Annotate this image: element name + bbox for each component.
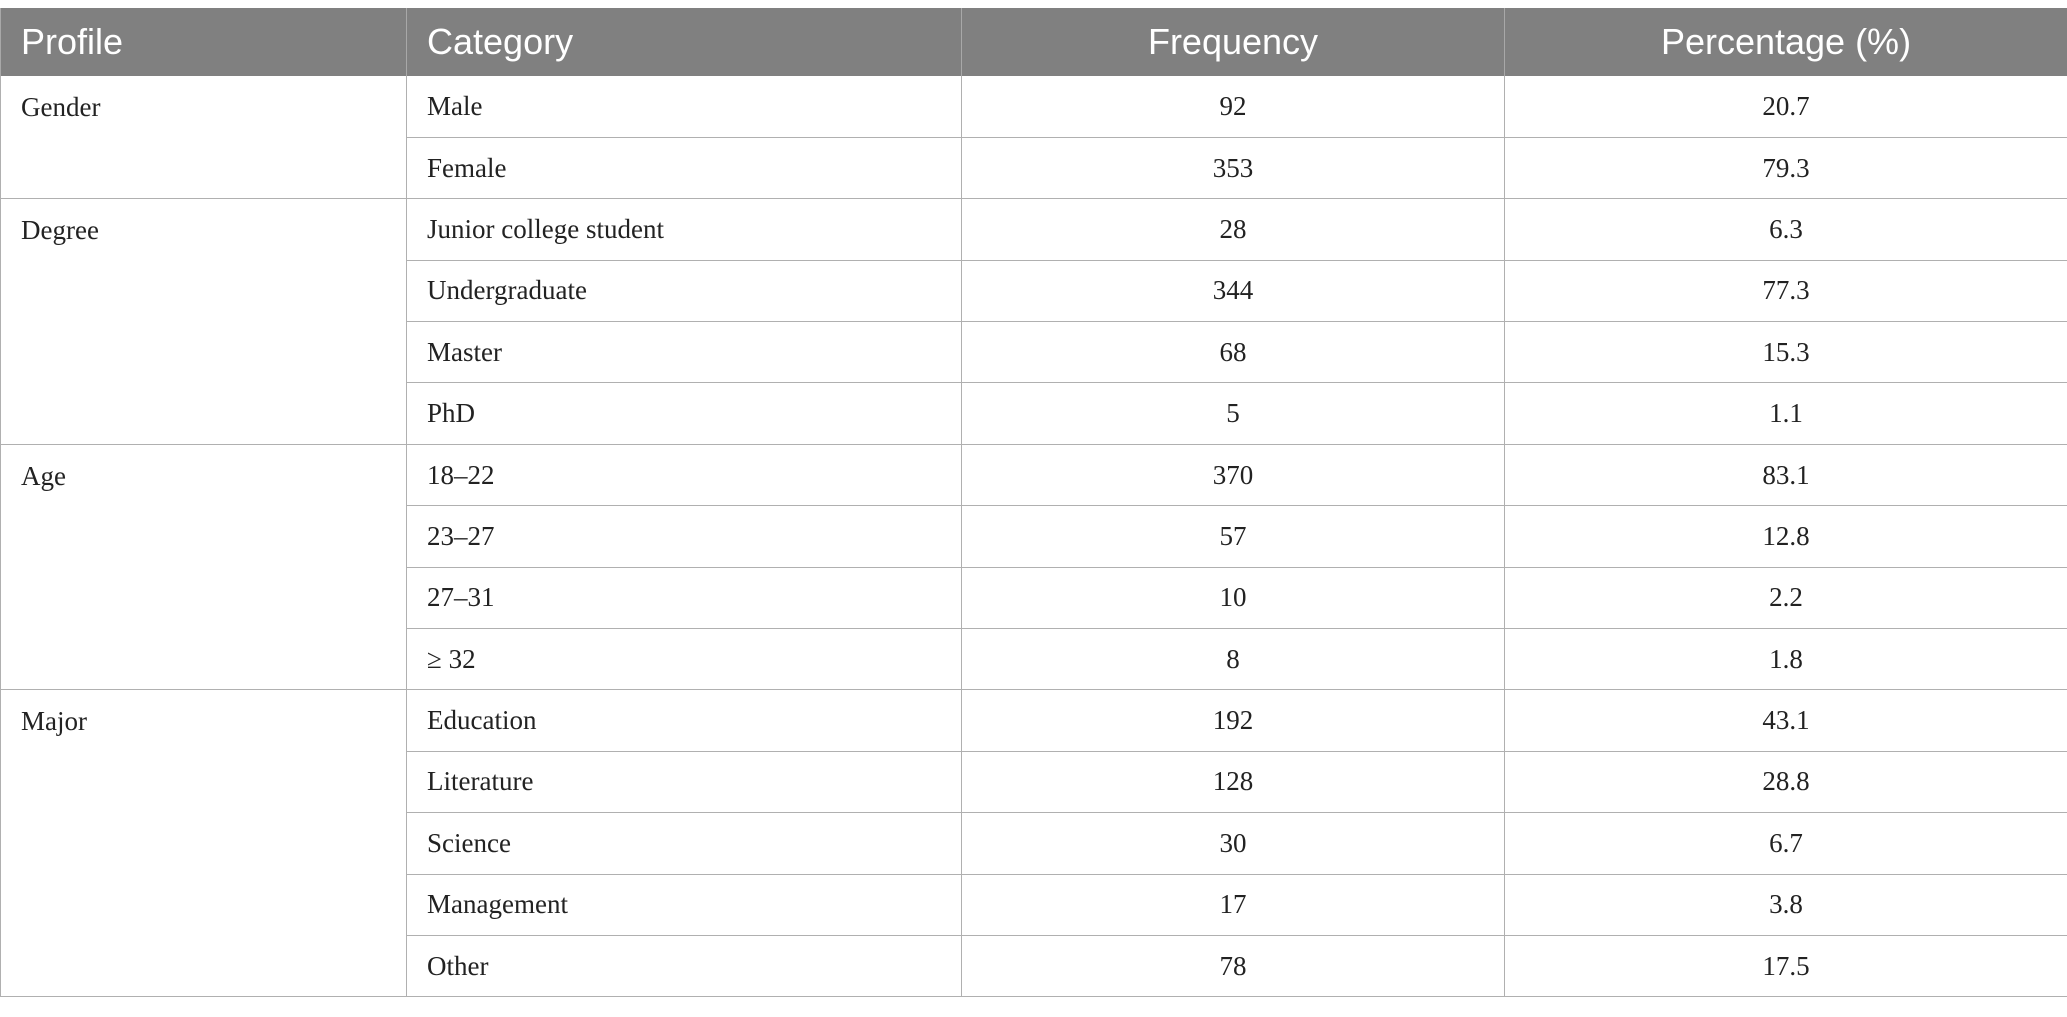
percentage-cell: 79.3 [1505, 137, 2067, 198]
frequency-cell: 57 [962, 506, 1505, 567]
category-cell: Education [407, 690, 962, 751]
category-cell: Science [407, 813, 962, 874]
category-cell: Female [407, 137, 962, 198]
header-frequency: Frequency [962, 8, 1505, 76]
table-row [1, 444, 2067, 505]
frequency-cell: 78 [962, 935, 1505, 996]
category-cell: 18–22 [407, 444, 962, 505]
category-cell: Master [407, 322, 962, 383]
header-row [1, 8, 2067, 76]
percentage-cell: 20.7 [1505, 76, 2067, 137]
percentage-cell: 77.3 [1505, 260, 2067, 321]
percentage-cell: 2.2 [1505, 567, 2067, 628]
frequency-cell: 192 [962, 690, 1505, 751]
frequency-cell: 92 [962, 76, 1505, 137]
profile-cell-degree: Degree [1, 199, 407, 445]
profile-cell-major: Major [1, 690, 407, 997]
percentage-cell: 83.1 [1505, 444, 2067, 505]
header-category: Category [407, 8, 962, 76]
table-container [0, 8, 2067, 997]
frequency-cell: 10 [962, 567, 1505, 628]
category-cell: Male [407, 76, 962, 137]
table-row [1, 199, 2067, 260]
header-profile: Profile [1, 8, 407, 76]
frequency-cell: 128 [962, 751, 1505, 812]
percentage-cell: 28.8 [1505, 751, 2067, 812]
frequency-cell: 5 [962, 383, 1505, 444]
percentage-cell: 1.8 [1505, 629, 2067, 690]
category-cell: Undergraduate [407, 260, 962, 321]
demographics-table [0, 8, 2067, 997]
frequency-cell: 28 [962, 199, 1505, 260]
percentage-cell: 15.3 [1505, 322, 2067, 383]
category-cell: Management [407, 874, 962, 935]
percentage-cell: 3.8 [1505, 874, 2067, 935]
percentage-cell: 6.3 [1505, 199, 2067, 260]
category-cell: 27–31 [407, 567, 962, 628]
table-body [1, 76, 2067, 997]
frequency-cell: 370 [962, 444, 1505, 505]
profile-cell-gender: Gender [1, 76, 407, 199]
profile-cell-age: Age [1, 444, 407, 690]
frequency-cell: 17 [962, 874, 1505, 935]
category-cell: Junior college student [407, 199, 962, 260]
percentage-cell: 6.7 [1505, 813, 2067, 874]
category-cell: Literature [407, 751, 962, 812]
category-cell: PhD [407, 383, 962, 444]
frequency-cell: 30 [962, 813, 1505, 874]
table-row [1, 76, 2067, 137]
category-cell: Other [407, 935, 962, 996]
category-cell: ≥ 32 [407, 629, 962, 690]
frequency-cell: 353 [962, 137, 1505, 198]
percentage-cell: 43.1 [1505, 690, 2067, 751]
frequency-cell: 344 [962, 260, 1505, 321]
frequency-cell: 8 [962, 629, 1505, 690]
table-header [1, 8, 2067, 76]
category-cell: 23–27 [407, 506, 962, 567]
header-percentage: Percentage (%) [1505, 8, 2067, 76]
percentage-cell: 17.5 [1505, 935, 2067, 996]
percentage-cell: 12.8 [1505, 506, 2067, 567]
table-row [1, 690, 2067, 751]
percentage-cell: 1.1 [1505, 383, 2067, 444]
frequency-cell: 68 [962, 322, 1505, 383]
